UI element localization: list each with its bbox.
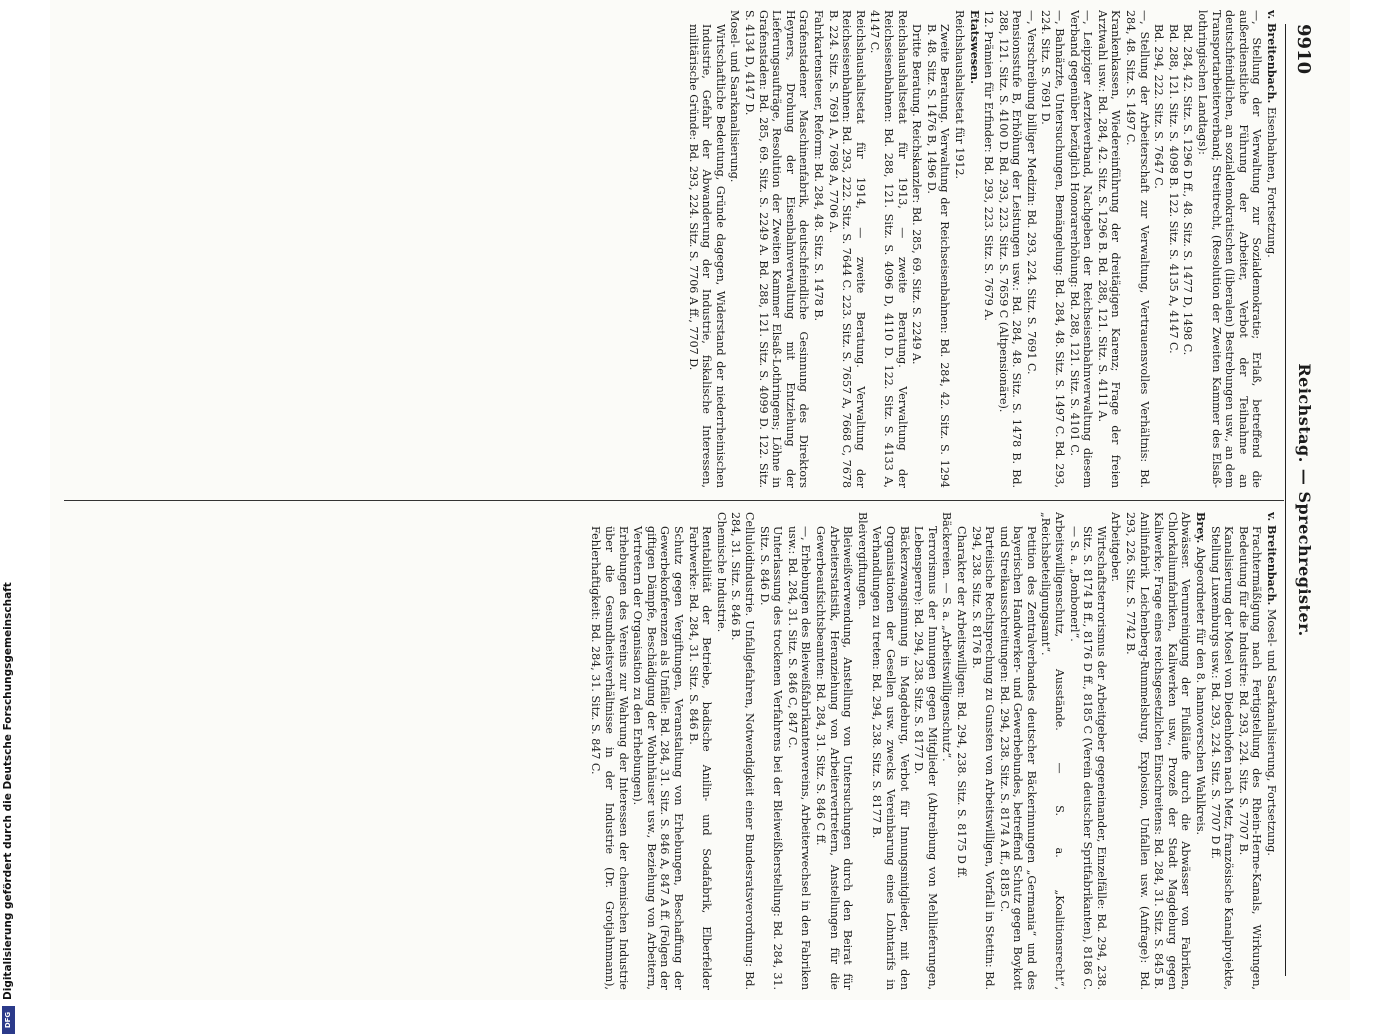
entry-text: Frachtermäßigung nach Fertigstellung des Rhein-Herne-Kanals, Wirkungen, Bedeutung für die Industrie: Bd. 293, 224. Sitz. S. 7707 B. [1236, 526, 1264, 990]
entry-text: —, Stellung der Verwaltung zur Sozialdemokratie; Erlaß, betreffend die außerdienstliche Führung der Arbeiter, Verbot der Teilnahme an deutschfeindlichen, an sozialdemokratischen (liberalen) Bestrebungen usw., an dem Transportarbeiterverband; Streitrecht, (Resolution der Zweiten Kammer des Elsaß-lothringischen Landtags): [1196, 10, 1264, 488]
entry-text: Zweite Beratung. Verwaltung der Reichseisenbahnen: Bd. 284, 42. Sitz. S. 1294 B. 48. Sitz. S. 1476 B, 1496 D. [924, 24, 952, 488]
index-entry [1067, 10, 1094, 488]
entry-heading: Brey. [1194, 512, 1208, 544]
right-column [68, 512, 1278, 990]
entry-text: Chemische Industrie. [714, 512, 728, 633]
entry-text: Fahrkartensteuer, Reform: Bd. 284, 48. Sitz. S. 1478 B. [812, 10, 825, 322]
index-entry [997, 512, 1038, 990]
index-entry [686, 512, 713, 990]
entry-text: Krankenkassen, Wiedereinführung der dreitägigen Karenz; Frage der freien Arztwahl usw.: Bd. 284, 42. Sitz. S. 1296 B. Bd. 288, 121. Sitz. S. 4111 A. [1095, 10, 1123, 488]
dfg-logo: DFG [2, 1006, 15, 1034]
entry-text: Bd. 284, 42. Sitz. S. 1296 D ff., 48. Sitz. S. 1477 D, 1498 C. [1181, 24, 1195, 356]
index-entry [1236, 512, 1263, 990]
entry-text: Wirtschaftsterrorismus der Arbeitgeber gegeneinander, Einzelfälle: Bd. 294, 238. Sitz. S. 8174 B ff., 8176 D ff., 8185 C (Verein deutscher Spritfabrikanten), 8186 C. — S. a. „Bonbonerl“. [1067, 526, 1108, 990]
index-entry [1193, 512, 1207, 990]
index-entry [728, 10, 742, 488]
entry-heading: v. Breitenbach. [1265, 512, 1278, 606]
entry-heading: v. Breitenbach. [1265, 10, 1278, 104]
entry-heading: Etatswesen. [967, 10, 981, 84]
index-entry [868, 10, 909, 488]
index-entry [729, 512, 756, 990]
entry-text: Dritte Beratung. Reichskanzler: Bd. 285, 69. Sitz. S. 2249 A. [910, 24, 924, 365]
index-entry [631, 512, 685, 990]
entry-text: Bd. 288, 121. Sitz. S. 4098 B. 122. Sitz. S. 4135 A, 4147 C. [1166, 24, 1180, 354]
index-entry [1067, 512, 1108, 990]
entry-text: Celluloidindustrie. Unfallgefahren, Notwendigkeit einer Bundesratsverordnung: Bd. 284, 31. Sitz. S. 846 B. [729, 512, 757, 990]
index-entry [1195, 10, 1263, 488]
index-entry [1166, 10, 1180, 488]
entry-text: Mosel- und Saarkanalisierung, Fortsetzung. [1265, 608, 1278, 856]
index-entry [1208, 512, 1235, 990]
entry-text: —, Erhebungen des Bleiweißfabrikantenvereins, Arbeiterwechsel in den Fabriken usw.: Bd. 284, 31. Sitz. S. 846 C, 847 C. [785, 526, 813, 990]
index-entry [1152, 512, 1193, 990]
entry-text: Eisenbahnen, Fortsetzung. [1265, 106, 1278, 258]
entry-text: Anilinfabrik Leichenberg-Rummelsburg, Explosion, Unfallen usw. (Anfrage): Bd. 293, 226. Sitz. S. 7742 B. [1124, 512, 1151, 990]
index-entry [1181, 10, 1195, 488]
entry-text: Arbeitswilligenschutz, Ausstände. — S. a. „Koalitionsrecht“, „Reichsbeteiligungsamt“. [1039, 512, 1067, 990]
index-entry [757, 512, 784, 990]
index-entry [826, 10, 867, 488]
index-entry [969, 512, 996, 990]
index-entry [1123, 10, 1150, 488]
entry-text: Arbeitgeber. [1109, 512, 1123, 582]
index-entry [940, 512, 954, 990]
header-rule [1285, 24, 1286, 976]
page-number: 9910 [1293, 24, 1314, 75]
entry-text: —, Verschreibung billiger Medizin: Bd. 293, 224. Sitz. S. 7691 C. [1024, 10, 1038, 375]
entry-text: Reichshaushaltsetat für 1913, — zweite Beratung. Verwaltung der Reichseisenbahnen: Bd. 288, 121. Sitz. S. 4096 D, 4110 D. 122. Sitz. S. 4133 A, 4147 C. [868, 10, 909, 488]
entry-text: —, Stellung der Arbeiterschaft zur Verwaltung, Vertrauensvolles Verhältnis: Bd. 284, 48. Sitz. S. 1497 C. [1124, 10, 1151, 488]
index-entry [589, 512, 630, 990]
index-entry [1039, 10, 1066, 488]
entry-text: Pensionsstufe B, Erhöhung der Leistungen usw.: Bd. 284, 48. Sitz. S. 1478 B. Bd. 288, 121. Sitz. S. 4100 D. Bd. 293, 223. Sitz. S. 7659 C (Altpensionäre). [996, 10, 1024, 488]
index-entry [1095, 10, 1122, 488]
index-entry [870, 512, 911, 990]
entry-text: Rentabilität der Betriebe, badische Anilin- und Sodafabrik, Elberfelder Farbwerke: Bd. 284, 31. Sitz. S. 846 B. [686, 526, 714, 990]
entry-text: Kanalisierung der Mosel von Diedenhofen nach Metz, französische Kanalprojekte, Stellung Luxemburgs usw.: Bd. 293, 224. Sitz. S. 7707 D ff. [1208, 526, 1236, 990]
index-entry [910, 10, 924, 488]
entry-text: Abgeordneter für den 8. hannoverschen Wahlkreis. [1194, 546, 1208, 836]
entry-text: Mosel- und Saarkanalisierung. [728, 10, 742, 183]
index-entry [996, 10, 1023, 488]
running-head: Reichstag. — Sprechregister. [1295, 363, 1314, 637]
index-entry [954, 512, 968, 990]
digitization-credit: Digitalisierung gefördert durch die Deutsche Forschungsgemeinschaft [2, 582, 14, 1000]
entry-text: 12. Prämien für Erfinder: Bd. 293, 223. Sitz. S. 7679 A. [982, 10, 996, 321]
index-entry [742, 10, 810, 488]
index-entry [952, 10, 966, 488]
index-entry [924, 10, 951, 488]
index-entry [1024, 10, 1038, 488]
entry-text: Petition des Zentralverbandes deutscher Bäckerinnungen „Germania“ und des bayerischen Handwerker- und Gewerbebundes, betreffend Schutz gegen Boykott und Streikausschreitungen: Bd. 294, 238. Sitz. S. 8174 A ff., 8185 C. [997, 526, 1038, 990]
index-entry [686, 10, 727, 488]
entry-text: Terrorismus der Innungen gegen Mitglieder (Abtreibung von Mehllieferungen, Lebensperre): Bd. 294, 238. Sitz. S. 8177 D. [912, 526, 939, 990]
index-entry [1039, 512, 1066, 990]
entry-text: Bäckereien. — S. a. „Arbeitswilligenschutz“. [940, 512, 954, 762]
entry-text: Parteiische Rechtsprechung zu Gunsten von Arbeitswilligen, Vorfall in Stettin: Bd. 294, 238. Sitz. S. 8176 B. [969, 526, 997, 990]
index-entry [912, 512, 939, 990]
index-entry [1109, 512, 1123, 990]
index-entry [1123, 512, 1150, 990]
left-column [68, 10, 1278, 488]
index-entry [1264, 512, 1278, 990]
index-entry [1264, 10, 1278, 488]
entry-text: Reichshaushaltsetat für 1912. [952, 10, 966, 180]
entry-text: —, Bahnärzte, Untersuchungen, Bemängelung: Bd. 284, 48. Sitz. S. 1497 C. Bd. 293, 224. Sitz. S. 7691 D. [1039, 10, 1067, 488]
index-entry [967, 10, 981, 488]
entry-text: Abwässer. Verunreinigung der Flußläufe durch die Abwässer von Fabriken, Chlorkaliumfabriken, Kaliwerken usw., Prozeß der Stadt Magdeburg gegen Kaliwerke; Frage eines reichsgesetzlichen Einschreitens: Bd. 284, 31. Sitz. S. 845 B. [1152, 512, 1193, 990]
entry-text: Bd. 294, 222. Sitz. S. 7647 C. [1152, 24, 1166, 189]
entry-text: Bleiweißverwendung, Anstellung von Untersuchungen durch den Beirat für Arbeiterstatistik, Heranziehung von Arbeitervertretern, Anstellungen für die Gewerbeaufsichtsbeamten: Bd. 284, 31. Sitz. S. 846 C ff. [814, 526, 855, 990]
entry-text: Grafenstadener Maschinenfabrik, deutschfeindliche Gesinnung des Direktors Heyners, Drohung der Eisenbahnverwaltung mit Entziehung der Lieferungsaufträge, Resolution der Zweiten Kammer Elsaß-Lothringens; Löhne in Grafenstaden: Bd. 285, 69. Sitz. S. 2249 A. Bd. 288, 121. Sitz. S. 4099 D. 122. Sitz. S. 4134 D, 4147 D. [743, 10, 811, 488]
index-entry [855, 512, 869, 990]
entry-text: Reichshaushaltsetat für 1914, — zweite Beratung. Verwaltung der Reichseisenbahnen: Bd. 293, 222. Sitz. S. 7644 C. 223. Sitz. S. 7657 A, 7668 C, 7678 B. 224. Sitz. S. 7691 A, 7698 A, 7706 A. [826, 10, 867, 488]
index-entry [982, 10, 996, 488]
entry-text: Bäckerzwangsinnung in Magdeburg, Verbot für Innungsmitglieder, mit den Organisationen der Gesellen usw. zwecks Vereinbarung eines Lohntarifs in Verhandlungen zu treten: Bd. 294, 238. Sitz. S. 8177 B. [870, 526, 911, 990]
index-entry [714, 512, 728, 990]
rotated-document-page [50, 0, 1350, 1000]
index-entry [785, 512, 812, 990]
index-entry [811, 10, 825, 488]
entry-text: Unterlassung des trockenen Verfahrens bei der Bleiweißherstellung: Bd. 284, 31. Sitz. S. 846 D. [757, 526, 785, 990]
column-divider [64, 500, 1284, 501]
entry-text: —, Leipziger Aerzteverband, Nachgeben der Reichseisenbahnverwaltung diesem Verband gegenüber bezüglich Honorarerhöhung: Bd. 288, 121. Sitz. S. 4101 C. [1067, 10, 1095, 488]
entry-text: Bleivergiftungen. [855, 512, 869, 610]
index-entry [1152, 10, 1166, 488]
index-entry [813, 512, 854, 990]
entry-text: Charakter der Arbeitswilligen: Bd. 294, 238. Sitz. S. 8175 D ff. [954, 526, 968, 879]
entry-text: Schutz gegen Vergiftungen, Veranstaltung von Erhebungen, Beschaffung der Gewerbekonferenzen als Unfälle: Bd. 284, 31. Sitz. S. 846 A, 847 A ff. (Folgen der giftigen Dämpfe, Beschädigung der Wohnhäuser usw., Beziehung von Arbeitern, Vertretern der Organisation zu den Erhebungen). [631, 526, 686, 990]
entry-text: Wirtschaftliche Bedeutung, Gründe dagegen, Widerstand der niederrheinischen Industrie, Gefahr der Abwanderung der Industrie, fiskalische Interessen, militärische Gründe: Bd. 293, 224. Sitz. S. 7706 A ff., 7707 D. [686, 24, 727, 488]
entry-text: Erhebungen des Vereins zur Wahrung der Interessen der chemischen Industrie über die Gesundheitsverhältnisse in der Industrie (Dr. Grotjahnmann), Fehlerhaftigkeit: Bd. 284, 31. Sitz. S. 847 C. [589, 526, 630, 990]
